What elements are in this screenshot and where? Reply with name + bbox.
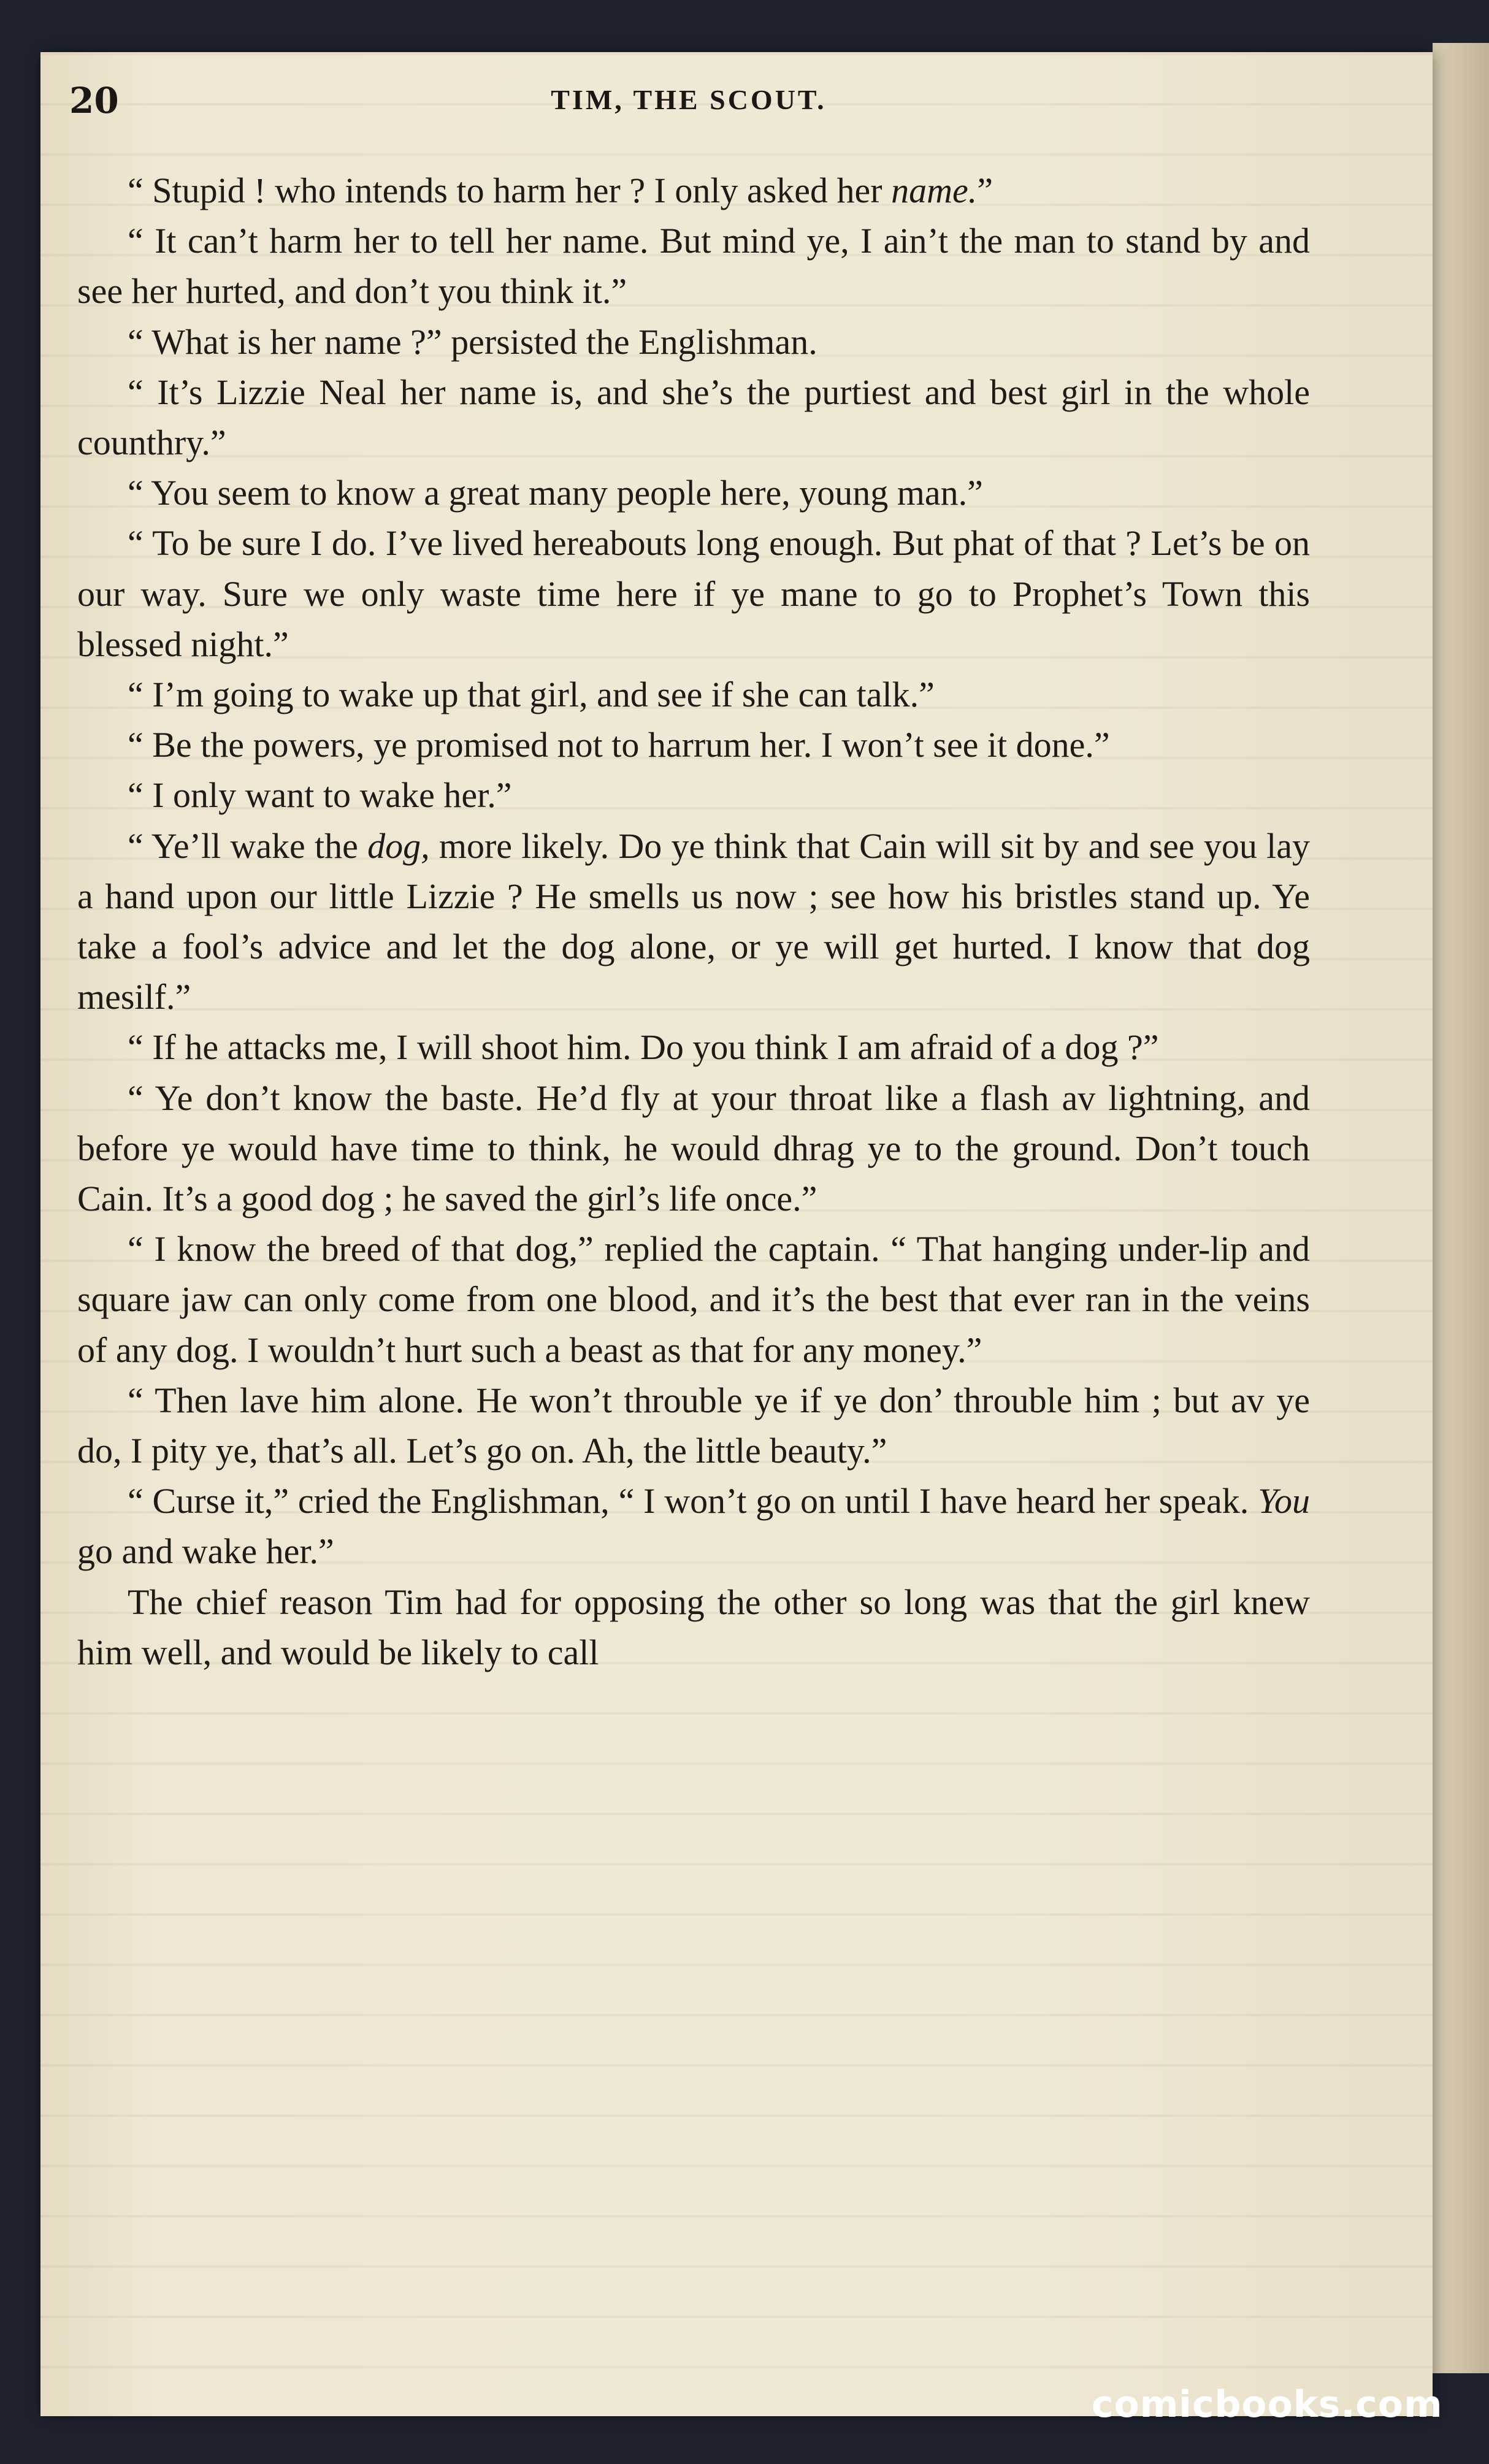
text-run: go and wake her.”: [77, 1531, 334, 1572]
paragraph: [77, 1022, 1310, 1073]
running-title: TIM, THE SCOUT.: [551, 84, 827, 115]
text-run: “ You seem to know a great many people here, young man.”: [128, 473, 983, 513]
text-run: The chief reason Tim had for opposing the other so long was that the girl knew him well, and would be likely to call: [77, 1582, 1310, 1672]
text-run: “ Curse it,” cried the Englishman, “ I won’t go on until I have heard her speak.: [128, 1481, 1258, 1521]
text-run: “ What is her name ?” persisted the Englishman.: [128, 321, 817, 362]
page-body-text: [77, 166, 1310, 1678]
italic-text: name.: [891, 170, 978, 210]
text-run: “ Stupid ! who intends to harm her ? I only asked her: [128, 170, 892, 210]
text-run: “ I only want to wake her.”: [128, 775, 512, 816]
text-run: “ If he attacks me, I will shoot him. Do you think I am afraid of a dog ?”: [128, 1027, 1159, 1068]
paragraph: [77, 1375, 1310, 1476]
paragraph: [77, 821, 1310, 1023]
text-run: “ Then lave him alone. He won’t throuble ye if ye don’ throuble him ; but av ye do, I pity ye, that’s all. Let’s go on. Ah, the little beauty.”: [77, 1380, 1310, 1471]
paragraph: [77, 670, 1310, 720]
site-watermark: comicbooks.com: [1092, 2383, 1443, 2426]
italic-text: dog,: [367, 825, 430, 866]
paragraph: [77, 770, 1310, 821]
paragraph: [77, 468, 1310, 518]
paragraph: [77, 216, 1310, 316]
text-run: “ Ye don’t know the baste. He’d fly at your throat like a flash av lightning, and before ye would have time to think, he would dhrag ye to the ground. Don’t touch Cain. It’s a good dog ; he saved the girl’s life once.”: [77, 1077, 1310, 1219]
page-header: [69, 80, 1308, 129]
italic-text: You: [1258, 1481, 1310, 1521]
text-run: “ To be sure I do. I’ve lived hereabouts long enough. But phat of that ? Let’s be on our way. Sure we only waste time here if ye mane to go to Prophet’s Town this blessed night.”: [77, 523, 1310, 664]
text-run: “ It can’t harm her to tell her name. But mind ye, I ain’t the man to stand by and see her hurted, and don’t you think it.”: [77, 221, 1310, 312]
paragraph: [77, 166, 1310, 216]
text-run: “ Ye’ll wake the: [128, 825, 368, 866]
paragraph: [77, 1476, 1310, 1577]
paragraph: [77, 1577, 1310, 1678]
text-run: “ Be the powers, ye promised not to harrum her. I won’t see it done.”: [128, 725, 1110, 765]
text-run: “ I know the breed of that dog,” replied the captain. “ That hanging under-lip and square jaw can only come from one blood, and it’s the best that ever ran in the veins of any dog. I wouldn’t hurt such a beast as that for any money.”: [77, 1229, 1310, 1370]
paragraph: [77, 367, 1310, 468]
text-run: “ I’m going to wake up that girl, and see if she can talk.”: [128, 675, 935, 715]
paragraph: [77, 518, 1310, 670]
paragraph: [77, 720, 1310, 770]
paragraph: [77, 317, 1310, 367]
adjacent-page-edge: [1433, 43, 1489, 2373]
paragraph: [77, 1073, 1310, 1225]
text-run: ”: [977, 170, 993, 210]
text-run: more likely. Do ye think that Cain will sit by and see you lay a hand upon our little Lizzie ? He smells us now ; see how his bristles stand up. Ye take a fool’s advice and let the dog alone, or ye will get hurted. I know that dog mesilf.”: [77, 825, 1310, 1017]
text-run: “ It’s Lizzie Neal her name is, and she’s the purtiest and best girl in the whole counthry.”: [77, 372, 1310, 463]
paragraph: [77, 1224, 1310, 1375]
page-number: 20: [69, 80, 119, 121]
